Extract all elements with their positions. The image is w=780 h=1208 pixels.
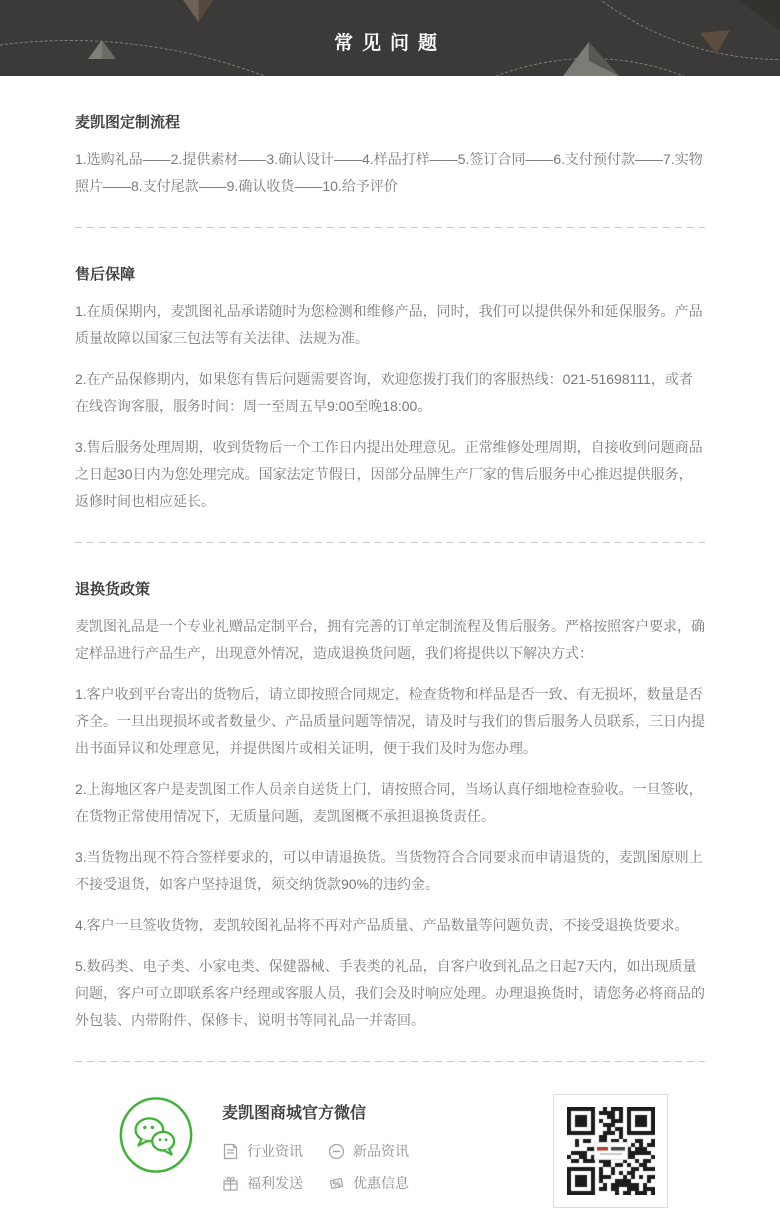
paragraph: 麦凯图礼品是一个专业礼赠品定制平台，拥有完善的订单定制流程及售后服务。严格按照客户要求，确定样品进行产品生产，出现意外情况，造成退换货问题，我们将提供以下解决方式： (75, 618, 705, 661)
wechat-icon (118, 1097, 194, 1173)
feature-discount-info (328, 1173, 434, 1193)
feature-new-products (328, 1141, 434, 1161)
section-title: 麦凯图定制流程 (75, 114, 181, 131)
wechat-footer (0, 1062, 780, 1208)
paragraph: 2.上海地区客户是麦凯图工作人员亲自送货上门，请按照合同，当场认真仔细地检查验收。一旦签收，在货物正常使用情况下，无质量问题，麦凯图概不承担退换货责任。 (75, 781, 703, 824)
dashed-divider (75, 542, 705, 543)
feature-industry-news (222, 1141, 328, 1161)
qr-canvas (567, 1107, 655, 1195)
new-badge-icon (328, 1143, 345, 1160)
section-return-policy (75, 578, 705, 1034)
feature-label: 新品资讯 (353, 1143, 409, 1159)
paragraph: 1.客户收到平台寄出的货物后，请立即按照合同规定，检查货物和样品是否一致、有无损坏，数量是否齐全。一旦出现损坏或者数量少、产品质量问题等情况，请及时与我们的售后服务人员联系，三日内提出书面异议和处理意见，并提供图片或相关证明，便于我们及时为您办理。 (75, 686, 705, 756)
section-title: 售后保障 (75, 266, 136, 283)
coupon-icon (328, 1175, 345, 1192)
paragraph: 3.售后服务处理周期，收到货物后一个工作日内提出处理意见。正常维修处理周期，自接收到问题商品之日起30日内为您处理完成。国家法定节假日，因部分品牌生产厂家的售后服务中心推迟提供服务，返修时间也相应延长。 (75, 439, 703, 509)
paragraph: 1.在质保期内，麦凯图礼品承诺随时为您检测和维修产品，同时，我们可以提供保外和延保服务。产品质量故障以国家三包法等有关法律、法规为准。 (75, 303, 703, 346)
feature-label: 福利发送 (247, 1175, 303, 1191)
paragraph: 5.数码类、电子类、小家电类、保健器械、手表类的礼品，自客户收到礼品之日起7天内，如出现质量问题，客户可立即联系客户经理或客服人员，我们会及时响应处理。办理退换货时，请您务必将商品的外包装、内带附件、保修卡、说明书等同礼品一并寄回。 (75, 958, 705, 1028)
feature-benefits (222, 1173, 328, 1193)
paragraph: 4.客户一旦签收货物，麦凯较图礼品将不再对产品质量、产品数量等问题负责，不接受退换货要求。 (75, 917, 689, 933)
feature-label: 行业资讯 (247, 1143, 303, 1159)
document-icon (222, 1143, 239, 1160)
dashed-divider (75, 227, 705, 228)
triangle-decoration (183, 0, 213, 22)
section-after-sales (75, 263, 705, 515)
gift-icon (222, 1175, 239, 1192)
qr-code (553, 1094, 668, 1208)
dashed-arc-decoration (330, 58, 780, 76)
page-title: 常见问题 (333, 33, 446, 54)
section-custom-process (75, 111, 705, 200)
page-header (0, 0, 780, 76)
process-steps-text: 1.选购礼品——2.提供素材——3.确认设计——4.样品打样——5.签订合同——6.支付预付款——7.实物照片——8.支付尾款——9.确认收货——10.给予评价 (75, 151, 703, 194)
faq-content (0, 111, 780, 1062)
paragraph: 3.当货物出现不符合签样要求的，可以申请退换货。当货物符合合同要求而申请退货的，麦凯图原则上不接受退货，如客户坚持退货，须交纳货款90%的违约金。 (75, 849, 703, 892)
wechat-feature-list (222, 1141, 434, 1193)
feature-label: 优惠信息 (353, 1175, 409, 1191)
wechat-info (222, 1094, 434, 1193)
wechat-account-title: 麦凯图商城官方微信 (222, 1105, 367, 1122)
paragraph: 2.在产品保修期内，如果您有售后问题需要咨询，欢迎您拨打我们的客服热线：021-51698111，或者在线咨询客服，服务时间：周一至周五早9:00至晚18:00。 (75, 371, 693, 414)
section-title: 退换货政策 (75, 581, 151, 598)
